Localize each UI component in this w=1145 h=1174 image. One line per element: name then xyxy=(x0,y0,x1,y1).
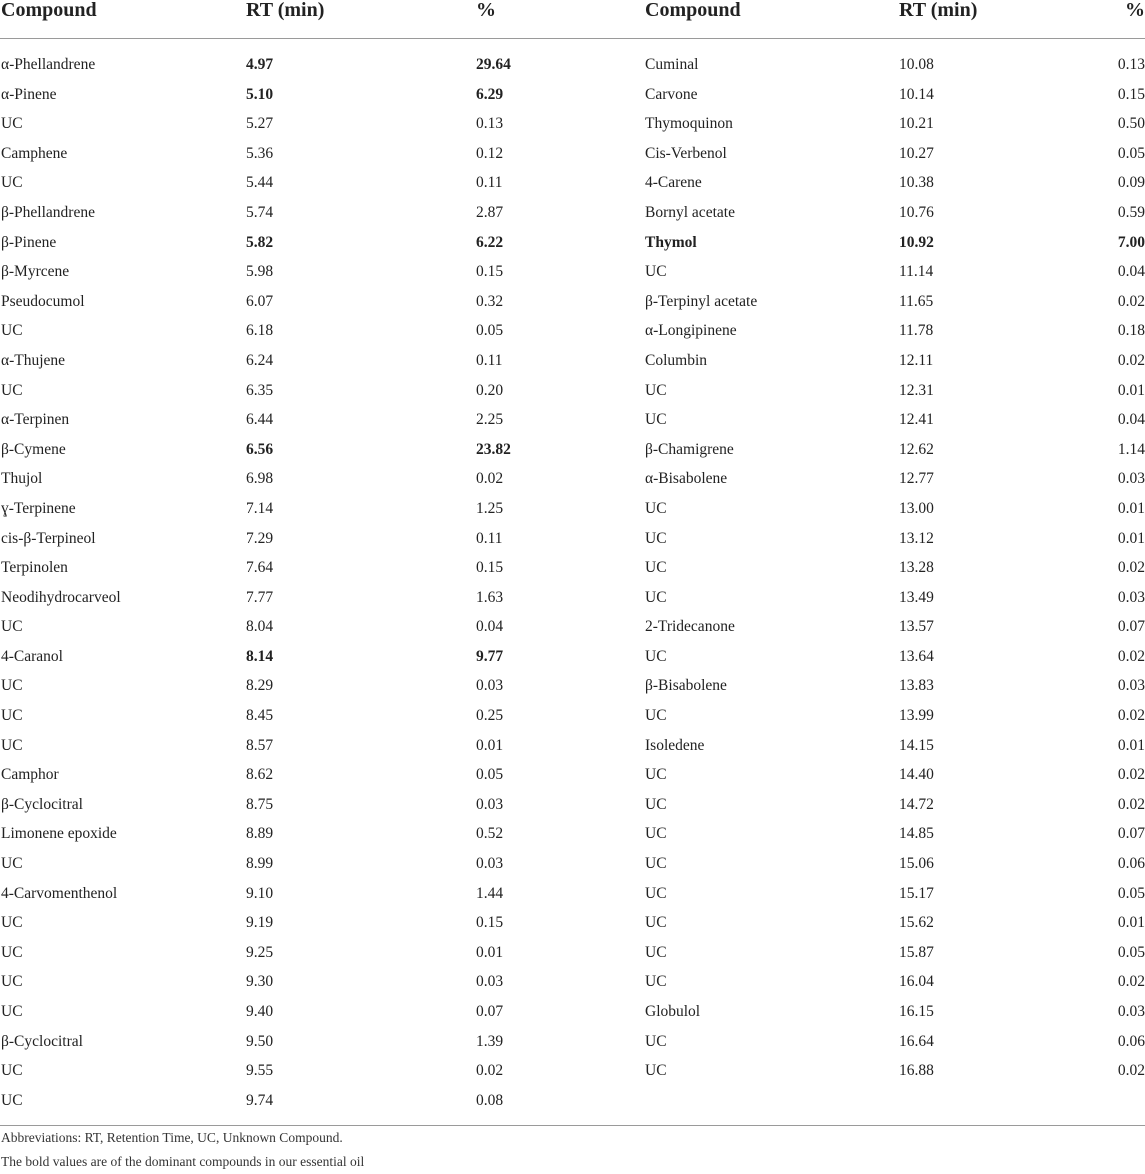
compound-left-cell: α-Terpinen xyxy=(1,411,70,429)
percent-left-cell: 0.11 xyxy=(476,351,503,369)
rt-left-cell: 6.44 xyxy=(246,411,274,429)
compound-left-cell: UC xyxy=(1,174,23,192)
percent-right-cell: 0.01 xyxy=(1117,736,1145,754)
table-row xyxy=(0,938,1145,968)
compound-right-cell: UC xyxy=(645,766,667,784)
table-row xyxy=(0,198,1145,228)
rt-left-cell: 8.75 xyxy=(246,795,274,813)
percent-right-cell: 0.03 xyxy=(1117,677,1145,695)
compound-left-cell: UC xyxy=(1,914,23,932)
percent-right-cell: 0.07 xyxy=(1117,825,1145,843)
compound-left-cell: α-Phellandrene xyxy=(1,56,96,73)
percent-left-cell: 0.15 xyxy=(476,559,504,577)
rt-right-cell: 16.64 xyxy=(899,1032,934,1050)
compound-left-cell: α-Thujene xyxy=(1,351,66,369)
percent-right-cell: 0.01 xyxy=(1117,914,1145,932)
rt-left-cell: 7.77 xyxy=(246,588,274,606)
compound-left-cell: Camphene xyxy=(1,144,68,162)
rt-right-cell: 15.17 xyxy=(899,884,934,902)
rt-left-cell: 6.24 xyxy=(246,351,274,369)
rt-left-cell: 7.14 xyxy=(246,499,274,517)
compound-right-cell: Columbin xyxy=(645,351,708,369)
rt-left-cell: 5.36 xyxy=(246,144,274,162)
percent-left-cell: 2.87 xyxy=(476,203,504,221)
percent-left-cell: 0.03 xyxy=(476,677,504,695)
rt-left-cell: 8.04 xyxy=(246,618,274,636)
percent-right-cell: 0.02 xyxy=(1117,292,1145,310)
rt-right-cell: 10.76 xyxy=(899,203,934,221)
rt-left-cell: 5.27 xyxy=(246,115,274,133)
rt-right-cell: 12.77 xyxy=(899,470,934,488)
table-row xyxy=(0,494,1145,524)
percent-left-cell: 0.15 xyxy=(476,914,504,932)
footnote-bold-note: The bold values are of the dominant compounds in our essential oil xyxy=(1,1154,365,1169)
rt-right-cell: 16.88 xyxy=(899,1062,934,1080)
rt-left-cell: 6.35 xyxy=(246,381,274,399)
compound-left-cell: Neodihydrocarveol xyxy=(1,588,121,606)
table-row xyxy=(0,731,1145,761)
compound-right-cell: α-Bisabolene xyxy=(645,470,728,488)
table-row xyxy=(0,908,1145,938)
compound-right-cell: UC xyxy=(645,855,667,873)
table-row xyxy=(0,228,1145,258)
table-row xyxy=(0,1027,1145,1057)
compound-right-cell: UC xyxy=(645,559,667,577)
percent-left-cell: 0.32 xyxy=(476,292,504,310)
rt-left-cell: 7.29 xyxy=(246,529,274,547)
rt-right-cell: 14.15 xyxy=(899,736,934,754)
compound-right-cell: UC xyxy=(645,914,667,932)
rt-left-cell: 9.25 xyxy=(246,943,274,961)
percent-left-cell: 9.77 xyxy=(476,647,504,665)
percent-left-cell: 0.07 xyxy=(476,1003,504,1020)
percent-left-cell: 0.02 xyxy=(476,1062,504,1080)
compound-left-cell: UC xyxy=(1,1062,23,1080)
table-row xyxy=(0,849,1145,879)
compound-left-cell: ɣ-Terpinene xyxy=(1,499,76,517)
percent-left-cell: 0.03 xyxy=(476,795,504,813)
table-row xyxy=(0,435,1145,465)
rt-right-cell: 13.49 xyxy=(899,588,934,606)
compound-left-cell: β-Cyclocitral xyxy=(1,795,83,813)
percent-left-cell: 0.04 xyxy=(476,618,504,636)
rt-right-cell: 13.57 xyxy=(899,618,934,636)
rt-right-cell: 14.72 xyxy=(899,795,934,813)
table-row xyxy=(0,50,1145,80)
percent-right-cell: 7.00 xyxy=(1117,233,1145,251)
compound-left-cell: UC xyxy=(1,115,23,133)
rt-left-cell: 5.74 xyxy=(246,203,274,221)
compound-left-cell: Thujol xyxy=(1,470,43,488)
compound-left-cell: Limonene epoxide xyxy=(1,825,117,843)
header-rt-left: RT (min) xyxy=(246,0,325,21)
percent-right-cell: 0.06 xyxy=(1117,855,1145,873)
table-row xyxy=(0,376,1145,406)
table-row xyxy=(0,346,1145,376)
percent-right-cell: 0.03 xyxy=(1117,1003,1145,1020)
compound-left-cell: UC xyxy=(1,618,23,636)
table-row xyxy=(0,257,1145,287)
percent-left-cell: 0.15 xyxy=(476,263,504,281)
compound-right-cell: UC xyxy=(645,499,667,517)
compound-right-cell: β-Chamigrene xyxy=(645,440,734,458)
rt-right-cell: 14.85 xyxy=(899,825,934,843)
rt-left-cell: 9.19 xyxy=(246,914,274,932)
compound-left-cell: UC xyxy=(1,322,23,340)
percent-right-cell: 0.15 xyxy=(1117,85,1145,103)
percent-right-cell: 0.02 xyxy=(1117,766,1145,784)
compound-left-cell: UC xyxy=(1,707,23,725)
percent-right-cell: 0.04 xyxy=(1117,263,1145,281)
compound-left-cell: β-Cymene xyxy=(1,440,66,458)
percent-left-cell: 0.02 xyxy=(476,470,504,488)
rt-right-cell: 10.27 xyxy=(899,144,934,162)
percent-right-cell: 0.07 xyxy=(1117,618,1145,636)
table-row xyxy=(0,760,1145,790)
percent-left-cell: 0.03 xyxy=(476,855,504,873)
rt-right-cell: 16.15 xyxy=(899,1003,934,1020)
compound-right-cell: β-Terpinyl acetate xyxy=(645,292,758,310)
compound-left-cell: β-Myrcene xyxy=(1,263,70,281)
percent-left-cell: 1.25 xyxy=(476,499,504,517)
percent-right-cell: 0.50 xyxy=(1117,115,1145,133)
percent-right-cell: 0.04 xyxy=(1117,411,1145,429)
table-row xyxy=(0,612,1145,642)
table-row xyxy=(0,997,1145,1027)
compound-left-cell: 4-Carvomenthenol xyxy=(1,884,118,902)
table-row xyxy=(0,109,1145,139)
compound-left-cell: UC xyxy=(1,855,23,873)
percent-right-cell: 0.02 xyxy=(1117,795,1145,813)
compound-right-cell: UC xyxy=(645,529,667,547)
rt-left-cell: 8.57 xyxy=(246,736,274,754)
percent-left-cell: 1.39 xyxy=(476,1032,504,1050)
rt-right-cell: 13.28 xyxy=(899,559,934,577)
rt-right-cell: 10.38 xyxy=(899,174,934,192)
table-row xyxy=(0,819,1145,849)
table-row xyxy=(0,1086,1145,1116)
percent-right-cell: 0.02 xyxy=(1117,1062,1145,1080)
table-row xyxy=(0,583,1145,613)
header-percent-right: % xyxy=(1125,0,1145,21)
table-row xyxy=(0,168,1145,198)
compound-left-cell: 4-Caranol xyxy=(1,647,63,665)
compound-right-cell: Isoledene xyxy=(645,736,705,754)
percent-right-cell: 0.06 xyxy=(1117,1032,1145,1050)
table-row xyxy=(0,967,1145,997)
percent-right-cell: 0.03 xyxy=(1117,470,1145,488)
compound-right-cell: UC xyxy=(645,647,667,665)
percent-right-cell: 0.02 xyxy=(1117,351,1145,369)
header-rt-right: RT (min) xyxy=(899,0,978,21)
compound-right-cell: UC xyxy=(645,1032,667,1050)
compound-right-cell: Cuminal xyxy=(645,56,699,73)
table-row xyxy=(0,671,1145,701)
rt-left-cell: 4.97 xyxy=(246,56,274,73)
percent-right-cell: 0.03 xyxy=(1117,588,1145,606)
rt-left-cell: 6.18 xyxy=(246,322,274,340)
compound-right-cell: Globulol xyxy=(645,1003,701,1020)
table-row xyxy=(0,701,1145,731)
rt-right-cell: 13.12 xyxy=(899,529,934,547)
percent-left-cell: 0.01 xyxy=(476,943,504,961)
rt-right-cell: 11.14 xyxy=(899,263,934,281)
rt-right-cell: 12.11 xyxy=(899,351,934,369)
rt-left-cell: 9.30 xyxy=(246,973,274,991)
table-row xyxy=(0,316,1145,346)
rt-right-cell: 10.21 xyxy=(899,115,934,133)
rt-left-cell: 9.74 xyxy=(246,1091,274,1109)
compound-right-cell: β-Bisabolene xyxy=(645,677,727,695)
percent-left-cell: 0.52 xyxy=(476,825,504,843)
percent-left-cell: 29.64 xyxy=(476,56,511,73)
percent-left-cell: 1.63 xyxy=(476,588,504,606)
rt-right-cell: 12.41 xyxy=(899,411,934,429)
rt-left-cell: 7.64 xyxy=(246,559,274,577)
compound-left-cell: β-Cyclocitral xyxy=(1,1032,83,1050)
rt-right-cell: 13.99 xyxy=(899,707,934,725)
percent-right-cell: 0.01 xyxy=(1117,529,1145,547)
rt-right-cell: 13.83 xyxy=(899,677,934,695)
rt-left-cell: 5.10 xyxy=(246,85,274,103)
compound-right-cell: Thymoquinon xyxy=(645,115,733,133)
rt-right-cell: 16.04 xyxy=(899,973,934,991)
percent-right-cell: 0.05 xyxy=(1117,943,1145,961)
percent-right-cell: 0.01 xyxy=(1117,499,1145,517)
compound-right-cell: UC xyxy=(645,795,667,813)
percent-right-cell: 0.13 xyxy=(1117,56,1145,73)
percent-left-cell: 6.29 xyxy=(476,85,504,103)
rt-left-cell: 8.29 xyxy=(246,677,274,695)
compound-left-cell: UC xyxy=(1,1003,23,1020)
rt-left-cell: 8.99 xyxy=(246,855,274,873)
rt-right-cell: 10.14 xyxy=(899,85,934,103)
compound-left-cell: UC xyxy=(1,943,23,961)
table-body xyxy=(0,50,1145,1115)
percent-left-cell: 0.05 xyxy=(476,766,504,784)
rt-right-cell: 14.40 xyxy=(899,766,934,784)
compound-left-cell: UC xyxy=(1,677,23,695)
rt-right-cell: 13.64 xyxy=(899,647,934,665)
rt-left-cell: 6.98 xyxy=(246,470,274,488)
compound-right-cell: Thymol xyxy=(645,233,697,251)
percent-right-cell: 0.18 xyxy=(1117,322,1145,340)
table-header xyxy=(0,0,1145,39)
compound-left-cell: cis-β-Terpineol xyxy=(1,529,96,547)
compound-right-cell: UC xyxy=(645,381,667,399)
percent-right-cell: 0.02 xyxy=(1117,973,1145,991)
rt-right-cell: 11.65 xyxy=(899,292,934,310)
table-row xyxy=(0,553,1145,583)
percent-right-cell: 0.02 xyxy=(1117,647,1145,665)
compound-right-cell: 2-Tridecanone xyxy=(645,618,735,636)
compound-right-cell: 4-Carene xyxy=(645,174,702,192)
rt-right-cell: 12.31 xyxy=(899,381,934,399)
percent-left-cell: 0.03 xyxy=(476,973,504,991)
rt-left-cell: 5.98 xyxy=(246,263,274,281)
rt-left-cell: 9.40 xyxy=(246,1003,274,1020)
rt-right-cell: 13.00 xyxy=(899,499,934,517)
rt-right-cell: 15.87 xyxy=(899,943,934,961)
header-compound-left: Compound xyxy=(1,0,97,21)
compound-left-cell: β-Phellandrene xyxy=(1,203,95,221)
header-percent-left: % xyxy=(476,0,496,21)
percent-left-cell: 0.05 xyxy=(476,322,504,340)
rt-right-cell: 10.08 xyxy=(899,56,934,73)
compound-right-cell: UC xyxy=(645,973,667,991)
rt-left-cell: 6.56 xyxy=(246,440,274,458)
percent-left-cell: 23.82 xyxy=(476,440,511,458)
compound-right-cell: α-Longipinene xyxy=(645,322,737,340)
table-footnotes xyxy=(0,1125,1145,1174)
rt-right-cell: 12.62 xyxy=(899,440,934,458)
percent-right-cell: 0.05 xyxy=(1117,144,1145,162)
rt-left-cell: 8.45 xyxy=(246,707,274,725)
percent-right-cell: 0.09 xyxy=(1117,174,1145,192)
compound-left-cell: UC xyxy=(1,973,23,991)
compound-right-cell: UC xyxy=(645,825,667,843)
table-row xyxy=(0,1056,1145,1086)
compound-right-cell: Carvone xyxy=(645,85,698,103)
rt-left-cell: 8.89 xyxy=(246,825,274,843)
percent-left-cell: 0.12 xyxy=(476,144,504,162)
table-row xyxy=(0,405,1145,435)
rt-right-cell: 15.06 xyxy=(899,855,934,873)
percent-left-cell: 2.25 xyxy=(476,411,504,429)
footnote-abbreviations: Abbreviations: RT, Retention Time, UC, Unknown Compound. xyxy=(1,1130,343,1145)
table-row xyxy=(0,464,1145,494)
compound-right-cell: UC xyxy=(645,1062,667,1080)
rt-left-cell: 5.44 xyxy=(246,174,274,192)
compound-left-cell: Camphor xyxy=(1,766,59,784)
compound-left-cell: UC xyxy=(1,736,23,754)
rt-left-cell: 8.14 xyxy=(246,647,274,665)
percent-left-cell: 0.08 xyxy=(476,1091,504,1109)
table-row xyxy=(0,642,1145,672)
rt-left-cell: 8.62 xyxy=(246,766,274,784)
header-compound-right: Compound xyxy=(645,0,741,21)
percent-left-cell: 0.11 xyxy=(476,174,503,192)
rt-left-cell: 5.82 xyxy=(246,233,274,251)
percent-right-cell: 1.14 xyxy=(1117,440,1145,458)
compound-right-cell: UC xyxy=(645,884,667,902)
compound-right-cell: Cis-Verbenol xyxy=(645,144,727,162)
percent-left-cell: 0.20 xyxy=(476,381,504,399)
rt-right-cell: 11.78 xyxy=(899,322,934,340)
rt-left-cell: 9.55 xyxy=(246,1062,274,1080)
compound-right-cell: UC xyxy=(645,263,667,281)
rt-left-cell: 9.50 xyxy=(246,1032,274,1050)
percent-right-cell: 0.02 xyxy=(1117,707,1145,725)
table-row xyxy=(0,139,1145,169)
rt-right-cell: 15.62 xyxy=(899,914,934,932)
percent-left-cell: 0.11 xyxy=(476,529,503,547)
compound-left-cell: UC xyxy=(1,1091,23,1109)
percent-left-cell: 0.01 xyxy=(476,736,504,754)
percent-left-cell: 0.25 xyxy=(476,707,504,725)
table-row xyxy=(0,524,1145,554)
rt-left-cell: 6.07 xyxy=(246,292,274,310)
compound-right-cell: UC xyxy=(645,411,667,429)
percent-left-cell: 6.22 xyxy=(476,233,504,251)
rt-left-cell: 9.10 xyxy=(246,884,274,902)
percent-left-cell: 1.44 xyxy=(476,884,504,902)
percent-right-cell: 0.01 xyxy=(1117,381,1145,399)
percent-right-cell: 0.02 xyxy=(1117,559,1145,577)
compound-left-cell: α-Pinene xyxy=(1,85,57,103)
table-row xyxy=(0,80,1145,110)
table-row xyxy=(0,287,1145,317)
table-row xyxy=(0,790,1145,820)
compound-right-cell: UC xyxy=(645,707,667,725)
percent-right-cell: 0.59 xyxy=(1117,203,1145,221)
rt-right-cell: 10.92 xyxy=(899,233,934,251)
compound-left-cell: Terpinolen xyxy=(1,559,68,577)
percent-right-cell: 0.05 xyxy=(1117,884,1145,902)
compound-right-cell: UC xyxy=(645,943,667,961)
compound-left-cell: Pseudocumol xyxy=(1,292,85,310)
compound-right-cell: Bornyl acetate xyxy=(645,203,735,221)
compound-right-cell: UC xyxy=(645,588,667,606)
compound-left-cell: UC xyxy=(1,381,23,399)
table-row xyxy=(0,879,1145,909)
percent-left-cell: 0.13 xyxy=(476,115,504,133)
compound-left-cell: β-Pinene xyxy=(1,233,57,251)
